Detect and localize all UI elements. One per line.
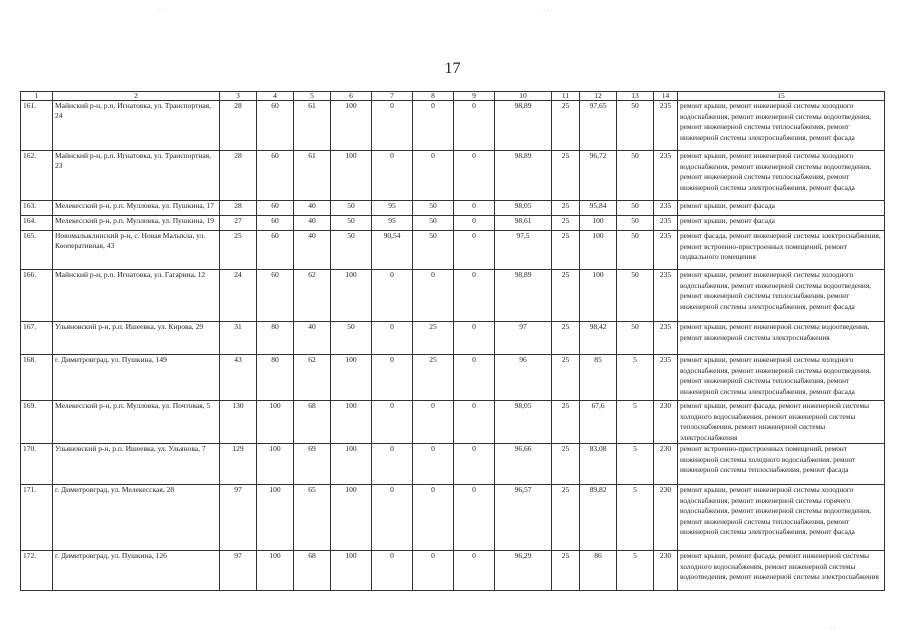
value-cell-c4: 80 <box>257 355 294 401</box>
table-header-row <box>21 92 885 101</box>
works-list-cell: ремонт крыши, ремонт инженерной системы водоотведения, ремонт инженерной системы электроснабжения <box>678 322 885 355</box>
column-header-10: 10 <box>495 92 552 101</box>
value-cell-c4: 60 <box>257 216 294 231</box>
table-row <box>21 201 885 216</box>
table-row <box>21 322 885 355</box>
value-cell-c11: 25 <box>552 401 580 444</box>
row-number-cell: 164. <box>21 216 53 231</box>
value-cell-c7: 0 <box>372 322 413 355</box>
table-row <box>21 551 885 591</box>
works-list-cell: ремонт крыши, ремонт инженерной системы холодного водоснабжения, ремонт инженерной системы водоотведения, ремонт инженерной системы теплоснабжения, ремонт инженерной системы электроснабжения, ремонт фасада <box>678 355 885 401</box>
value-cell-c8: 50 <box>413 201 454 216</box>
row-number-cell: 163. <box>21 201 53 216</box>
column-header-9: 9 <box>454 92 495 101</box>
value-cell-c10: 98,05 <box>495 201 552 216</box>
value-cell-c12: 100 <box>580 216 617 231</box>
value-cell-c9: 0 <box>454 151 495 201</box>
value-cell-c7: 0 <box>372 551 413 591</box>
works-list-cell: ремонт крыши, ремонт фасада <box>678 216 885 231</box>
table-row <box>21 355 885 401</box>
value-cell-c9: 0 <box>454 551 495 591</box>
value-cell-c5: 68 <box>294 401 331 444</box>
value-cell-c10: 97 <box>495 322 552 355</box>
value-cell-c8: 25 <box>413 355 454 401</box>
value-cell-c11: 25 <box>552 231 580 270</box>
row-number-cell: 162. <box>21 151 53 201</box>
value-cell-c5: 40 <box>294 231 331 270</box>
value-cell-c6: 100 <box>331 444 372 485</box>
value-cell-c4: 80 <box>257 322 294 355</box>
value-cell-c5: 68 <box>294 551 331 591</box>
value-cell-c9: 0 <box>454 444 495 485</box>
row-number-cell: 171. <box>21 485 53 551</box>
works-list-cell: ремонт крыши, ремонт инженерной системы холодного водоснабжения, ремонт инженерной системы водоотведения, ремонт инженерной системы теплоснабжения, ремонт инженерной системы электроснабжения, ремонт фасада <box>678 270 885 322</box>
page-number: 17 <box>444 60 461 77</box>
table-row <box>21 216 885 231</box>
row-number-cell: 161. <box>21 101 53 151</box>
value-cell-c6: 100 <box>331 101 372 151</box>
address-cell: г. Димитровград, ул. Пушкина, 149 <box>53 355 220 401</box>
column-header-12: 12 <box>580 92 617 101</box>
value-cell-c3: 25 <box>220 231 257 270</box>
value-cell-c3: 130 <box>220 401 257 444</box>
table-row <box>21 401 885 444</box>
value-cell-c3: 28 <box>220 151 257 201</box>
column-header-11: 11 <box>552 92 580 101</box>
value-cell-c10: 98,05 <box>495 401 552 444</box>
value-cell-c6: 50 <box>331 322 372 355</box>
value-cell-c12: 86 <box>580 551 617 591</box>
value-cell-c14: 230 <box>654 444 678 485</box>
table-row <box>21 151 885 201</box>
row-number-cell: 166. <box>21 270 53 322</box>
works-list-cell: ремонт крыши, ремонт инженерной системы холодного водоснабжения, ремонт инженерной системы водоотведения, ремонт инженерной системы теплоснабжения, ремонт инженерной системы электроснабжения, ремонт фасада <box>678 101 885 151</box>
column-header-7: 7 <box>372 92 413 101</box>
value-cell-c9: 0 <box>454 216 495 231</box>
value-cell-c11: 25 <box>552 101 580 151</box>
column-header-8: 8 <box>413 92 454 101</box>
value-cell-c13: 5 <box>617 485 654 551</box>
value-cell-c14: 230 <box>654 401 678 444</box>
value-cell-c14: 235 <box>654 355 678 401</box>
value-cell-c5: 62 <box>294 355 331 401</box>
repair-program-table <box>20 91 885 591</box>
address-cell: Ульяновский р-н, р.п. Ишеевка, ул. Кирова, 29 <box>53 322 220 355</box>
value-cell-c10: 96,57 <box>495 485 552 551</box>
value-cell-c3: 31 <box>220 322 257 355</box>
row-number-cell: 168. <box>21 355 53 401</box>
column-header-2: 2 <box>53 92 220 101</box>
value-cell-c13: 50 <box>617 231 654 270</box>
value-cell-c14: 235 <box>654 101 678 151</box>
value-cell-c3: 43 <box>220 355 257 401</box>
value-cell-c7: 95 <box>372 201 413 216</box>
works-list-cell: ремонт встроенно-пристроенных помещений, ремонт инженерной системы холодного водоснабжения, ремонт инженерной системы теплоснабжения, ремонт фасада <box>678 444 885 485</box>
value-cell-c7: 0 <box>372 151 413 201</box>
value-cell-c5: 61 <box>294 101 331 151</box>
value-cell-c9: 0 <box>454 231 495 270</box>
address-cell: Майнский р-н, р.п. Игнатовка, ул. Транспортная, 24 <box>53 101 220 151</box>
value-cell-c7: 0 <box>372 270 413 322</box>
value-cell-c9: 0 <box>454 322 495 355</box>
value-cell-c12: 95,84 <box>580 201 617 216</box>
value-cell-c14: 235 <box>654 231 678 270</box>
value-cell-c9: 0 <box>454 101 495 151</box>
value-cell-c14: 235 <box>654 216 678 231</box>
value-cell-c4: 100 <box>257 444 294 485</box>
value-cell-c8: 0 <box>413 551 454 591</box>
value-cell-c11: 25 <box>552 551 580 591</box>
value-cell-c5: 40 <box>294 216 331 231</box>
value-cell-c4: 60 <box>257 231 294 270</box>
table-row <box>21 485 885 551</box>
value-cell-c10: 96 <box>495 355 552 401</box>
value-cell-c4: 100 <box>257 485 294 551</box>
address-cell: Мелекесский р-н, р.п. Мулловка, ул. Пушкина, 17 <box>53 201 220 216</box>
column-header-5: 5 <box>294 92 331 101</box>
value-cell-c11: 25 <box>552 444 580 485</box>
value-cell-c4: 100 <box>257 551 294 591</box>
value-cell-c8: 50 <box>413 216 454 231</box>
value-cell-c8: 0 <box>413 101 454 151</box>
value-cell-c12: 98,42 <box>580 322 617 355</box>
value-cell-c12: 89,82 <box>580 485 617 551</box>
value-cell-c5: 40 <box>294 201 331 216</box>
value-cell-c12: 100 <box>580 270 617 322</box>
value-cell-c12: 67,6 <box>580 401 617 444</box>
value-cell-c5: 62 <box>294 270 331 322</box>
value-cell-c8: 0 <box>413 151 454 201</box>
row-number-cell: 169. <box>21 401 53 444</box>
value-cell-c6: 100 <box>331 551 372 591</box>
address-cell: Новомалыклинский р-н, с. Новая Малыкла, ул. Кооперативная, 43 <box>53 231 220 270</box>
table-row <box>21 270 885 322</box>
value-cell-c13: 50 <box>617 216 654 231</box>
works-list-cell: ремонт крыши, ремонт инженерной системы холодного водоснабжения, ремонт инженерной системы водоотведения, ремонт инженерной системы теплоснабжения, ремонт инженерной системы электроснабжения, ремонт фасада <box>678 151 885 201</box>
column-header-3: 3 <box>220 92 257 101</box>
value-cell-c9: 0 <box>454 485 495 551</box>
value-cell-c13: 50 <box>617 322 654 355</box>
value-cell-c6: 100 <box>331 355 372 401</box>
value-cell-c14: 235 <box>654 270 678 322</box>
value-cell-c9: 0 <box>454 355 495 401</box>
value-cell-c13: 50 <box>617 201 654 216</box>
value-cell-c6: 50 <box>331 201 372 216</box>
scan-artifact: · · · · <box>540 8 553 14</box>
value-cell-c4: 60 <box>257 101 294 151</box>
value-cell-c11: 25 <box>552 355 580 401</box>
value-cell-c5: 65 <box>294 485 331 551</box>
value-cell-c9: 0 <box>454 270 495 322</box>
row-number-cell: 170. <box>21 444 53 485</box>
address-cell: Ульяновский р-н, р.п. Ишеевка, ул. Ульянова, 7 <box>53 444 220 485</box>
column-header-6: 6 <box>331 92 372 101</box>
value-cell-c8: 0 <box>413 444 454 485</box>
value-cell-c4: 60 <box>257 151 294 201</box>
value-cell-c13: 50 <box>617 270 654 322</box>
value-cell-c12: 96,72 <box>580 151 617 201</box>
value-cell-c8: 25 <box>413 322 454 355</box>
row-number-cell: 167. <box>21 322 53 355</box>
works-list-cell: ремонт крыши, ремонт фасада <box>678 201 885 216</box>
value-cell-c11: 25 <box>552 151 580 201</box>
address-cell: Майнский р-н, р.п. Игнатовка, ул. Транспортная, 23 <box>53 151 220 201</box>
value-cell-c6: 100 <box>331 401 372 444</box>
value-cell-c5: 40 <box>294 322 331 355</box>
value-cell-c13: 50 <box>617 101 654 151</box>
column-header-14: 14 <box>654 92 678 101</box>
address-cell: Мелекесский р-н, р.п. Мулловка, ул. Пушкина, 19 <box>53 216 220 231</box>
value-cell-c13: 5 <box>617 551 654 591</box>
row-number-cell: 165. <box>21 231 53 270</box>
column-header-1: 1 <box>21 92 53 101</box>
value-cell-c11: 25 <box>552 322 580 355</box>
value-cell-c10: 97,5 <box>495 231 552 270</box>
value-cell-c7: 0 <box>372 101 413 151</box>
value-cell-c7: 95 <box>372 216 413 231</box>
value-cell-c10: 96,29 <box>495 551 552 591</box>
value-cell-c6: 100 <box>331 270 372 322</box>
value-cell-c12: 100 <box>580 231 617 270</box>
table-row <box>21 101 885 151</box>
value-cell-c4: 60 <box>257 270 294 322</box>
address-cell: г. Димитровград, ул. Мелекесская, 28 <box>53 485 220 551</box>
value-cell-c13: 5 <box>617 444 654 485</box>
value-cell-c14: 230 <box>654 551 678 591</box>
row-number-cell: 172. <box>21 551 53 591</box>
address-cell: г. Димитровград, ул. Пушкина, 126 <box>53 551 220 591</box>
value-cell-c3: 129 <box>220 444 257 485</box>
value-cell-c3: 28 <box>220 201 257 216</box>
value-cell-c12: 83,08 <box>580 444 617 485</box>
value-cell-c4: 100 <box>257 401 294 444</box>
scan-artifact: · · · <box>158 8 167 14</box>
value-cell-c10: 98,61 <box>495 216 552 231</box>
value-cell-c3: 97 <box>220 551 257 591</box>
value-cell-c3: 28 <box>220 101 257 151</box>
column-header-15: 15 <box>678 92 885 101</box>
column-header-4: 4 <box>257 92 294 101</box>
value-cell-c10: 98,89 <box>495 101 552 151</box>
value-cell-c12: 85 <box>580 355 617 401</box>
value-cell-c3: 24 <box>220 270 257 322</box>
value-cell-c6: 100 <box>331 151 372 201</box>
value-cell-c8: 0 <box>413 270 454 322</box>
scan-artifact: · · <box>830 626 836 632</box>
value-cell-c6: 50 <box>331 216 372 231</box>
value-cell-c4: 60 <box>257 201 294 216</box>
value-cell-c5: 69 <box>294 444 331 485</box>
table-row <box>21 444 885 485</box>
table-row <box>21 231 885 270</box>
value-cell-c3: 27 <box>220 216 257 231</box>
value-cell-c7: 0 <box>372 444 413 485</box>
value-cell-c7: 90,54 <box>372 231 413 270</box>
value-cell-c8: 50 <box>413 231 454 270</box>
value-cell-c3: 97 <box>220 485 257 551</box>
value-cell-c7: 0 <box>372 355 413 401</box>
value-cell-c9: 0 <box>454 401 495 444</box>
address-cell: Мелекесский р-н, р.п. Мулловка, ул. Почтовая, 5 <box>53 401 220 444</box>
value-cell-c11: 25 <box>552 216 580 231</box>
address-cell: Майнский р-н, р.п. Игнатовка, ул. Гагарина, 12 <box>53 270 220 322</box>
value-cell-c10: 98,89 <box>495 270 552 322</box>
value-cell-c8: 0 <box>413 401 454 444</box>
value-cell-c5: 61 <box>294 151 331 201</box>
value-cell-c10: 96,66 <box>495 444 552 485</box>
value-cell-c12: 97,65 <box>580 101 617 151</box>
value-cell-c13: 50 <box>617 151 654 201</box>
value-cell-c14: 235 <box>654 151 678 201</box>
value-cell-c14: 235 <box>654 322 678 355</box>
value-cell-c8: 0 <box>413 485 454 551</box>
works-list-cell: ремонт фасада, ремонт инженерной системы электроснабжения, ремонт встроенно-пристроенных помещений, ремонт подвального помещения <box>678 231 885 270</box>
value-cell-c11: 25 <box>552 201 580 216</box>
value-cell-c13: 5 <box>617 355 654 401</box>
value-cell-c13: 5 <box>617 401 654 444</box>
works-list-cell: ремонт крыши, ремонт фасада, ремонт инженерной системы холодного водоснабжения, ремонт инженерной системы теплоснабжения, ремонт инженерной системы электроснабжения <box>678 401 885 444</box>
works-list-cell: ремонт крыши, ремонт фасада, ремонт инженерной системы холодного водоснабжения, ремонт инженерной системы водоотведения, ремонт инженерной системы электроснабжения <box>678 551 885 591</box>
value-cell-c7: 0 <box>372 485 413 551</box>
value-cell-c6: 50 <box>331 231 372 270</box>
value-cell-c11: 25 <box>552 270 580 322</box>
value-cell-c14: 230 <box>654 485 678 551</box>
value-cell-c11: 25 <box>552 485 580 551</box>
value-cell-c7: 0 <box>372 401 413 444</box>
value-cell-c10: 98,89 <box>495 151 552 201</box>
value-cell-c6: 100 <box>331 485 372 551</box>
works-list-cell: ремонт крыши, ремонт инженерной системы холодного водоснабжения, ремонт инженерной системы горячего водоснабжения, ремонт инженерной системы водоотведения, ремонт инженерной системы теплоснабжения, ремонт инженерной системы электроснабжения, ремонт фасада <box>678 485 885 551</box>
column-header-13: 13 <box>617 92 654 101</box>
value-cell-c14: 235 <box>654 201 678 216</box>
value-cell-c9: 0 <box>454 201 495 216</box>
